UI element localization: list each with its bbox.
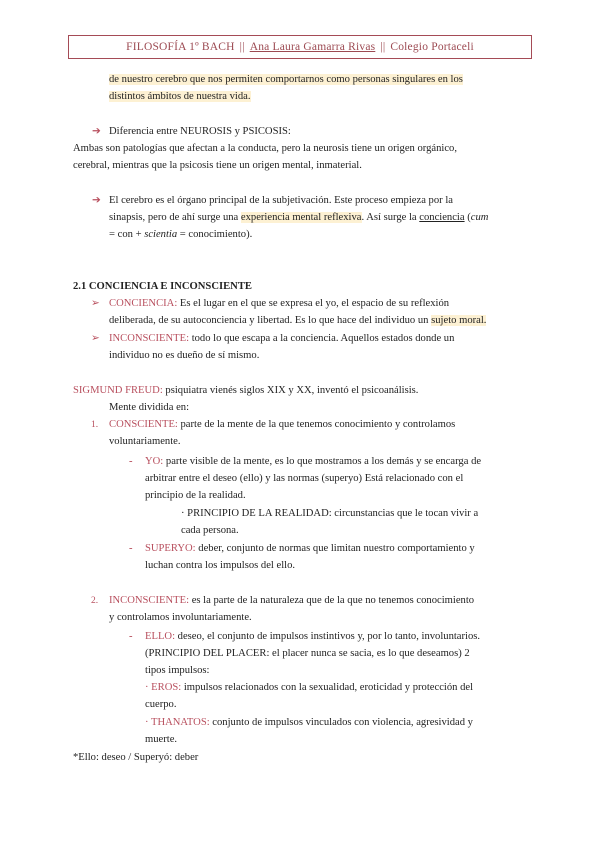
neurosis-line-2: cerebral, mientras que la psicosis tiene un origen mental, inmaterial. (73, 160, 362, 171)
list-number: 2. (91, 596, 99, 606)
consciente-line-1: CONSCIENTE: parte de la mente de la que tenemos conocimiento y controlamos (109, 419, 456, 430)
footnote: *Ello: deseo / Superyó: deber (73, 752, 199, 763)
realidad-line-2: cada persona. (181, 525, 239, 536)
ello-line-3: tipos impulsos: (145, 665, 210, 676)
consciente-line-2: voluntariamente. (109, 436, 181, 447)
inconsciente2-line-1: INCONSCIENTE: es la parte de la naturaleza que de la que no tenemos conocimiento (109, 595, 475, 606)
yo-line-1: YO: parte visible de la mente, es lo que mostramos a los demás y se encarga de (145, 456, 482, 467)
superyo-line-2: luchan contra los impulsos del ello. (145, 560, 296, 571)
section-heading: 2.1 CONCIENCIA E INCONSCIENTE (73, 281, 252, 292)
neurosis-line-1: Ambas son patologías que afectan a la conducta, pero la neurosis tiene un origen orgánico, (73, 143, 457, 154)
ello-line-2: (PRINCIPIO DEL PLACER: el placer nunca se sacia, es lo que deseamos) 2 (145, 648, 470, 659)
ello-line-1: ELLO: deseo, el conjunto de impulsos instintivos y, por lo tanto, involuntarios. (145, 631, 481, 642)
eros-line-2: cuerpo. (145, 699, 177, 710)
page-header (68, 35, 532, 59)
header-author: Ana Laura Gamarra Rivas (249, 41, 376, 53)
eros-line-1: · EROS: impulsos relacionados con la sexualidad, eroticidad y protección del (145, 682, 474, 693)
header-school: Colegio Portaceli (390, 41, 474, 53)
header-subject: FILOSOFÍA 1º BACH (126, 41, 235, 53)
cerebro-line-1: El cerebro es el órgano principal de la subjetivación. Este proceso empieza por la (109, 195, 453, 206)
neurosis-bullet: Diferencia entre NEUROSIS y PSICOSIS: (109, 126, 291, 137)
thanatos-line-1: · THANATOS: conjunto de impulsos vinculados con violencia, agresividad y (145, 717, 473, 728)
realidad-line-1: · PRINCIPIO DE LA REALIDAD: circunstancias que le tocan vivir a (181, 508, 479, 519)
cerebro-line-3: = con + scientia = conocimiento). (109, 229, 253, 240)
thanatos-line-2: muerte. (145, 734, 178, 745)
freud-line: SIGMUND FREUD: psiquiatra vienés siglos XIX y XX, inventó el psicoanálisis. (73, 385, 419, 396)
triangle-bullet-icon: ➢ (91, 298, 100, 309)
inconsciente-line-1: INCONSCIENTE: todo lo que escapa a la conciencia. Aquellos estados donde un (109, 333, 455, 344)
triangle-bullet-icon: ➢ (91, 333, 100, 344)
header-separator: || (380, 41, 386, 53)
yo-line-3: principio de la realidad. (145, 490, 246, 501)
yo-line-2: arbitrar entre el deseo (ello) y las normas (superyo) Está relacionado con el (145, 473, 464, 484)
cerebro-line-2: sinapsis, pero de ahí surge una experiencia mental reflexiva. Así surge la conciencia (cum (109, 212, 489, 223)
mente-label: Mente dividida en: (109, 402, 190, 413)
superyo-line-1: SUPERYO: deber, conjunto de normas que limitan nuestro comportamiento y (145, 543, 475, 554)
intro-line-2: distintos ámbitos de nuestra vida. (109, 91, 251, 102)
dash-bullet-icon: - (129, 456, 133, 467)
arrow-bullet-icon: ➔ (92, 126, 101, 137)
dash-bullet-icon: - (129, 631, 133, 642)
header-separator: || (239, 41, 245, 53)
intro-line-1: de nuestro cerebro que nos permiten comportarnos como personas singulares en los (109, 74, 463, 85)
list-number: 1. (91, 420, 99, 430)
inconsciente-line-2: individuo no es dueño de sí mismo. (109, 350, 260, 361)
dash-bullet-icon: - (129, 543, 133, 554)
conciencia-line-1: CONCIENCIA: Es el lugar en el que se expresa el yo, el espacio de su reflexión (109, 298, 450, 309)
conciencia-line-2: deliberada, de su autoconciencia y libertad. Es lo que hace del individuo un sujeto moral. (109, 315, 487, 326)
inconsciente2-line-2: y controlamos involuntariamente. (109, 612, 252, 623)
arrow-bullet-icon: ➔ (92, 195, 101, 206)
